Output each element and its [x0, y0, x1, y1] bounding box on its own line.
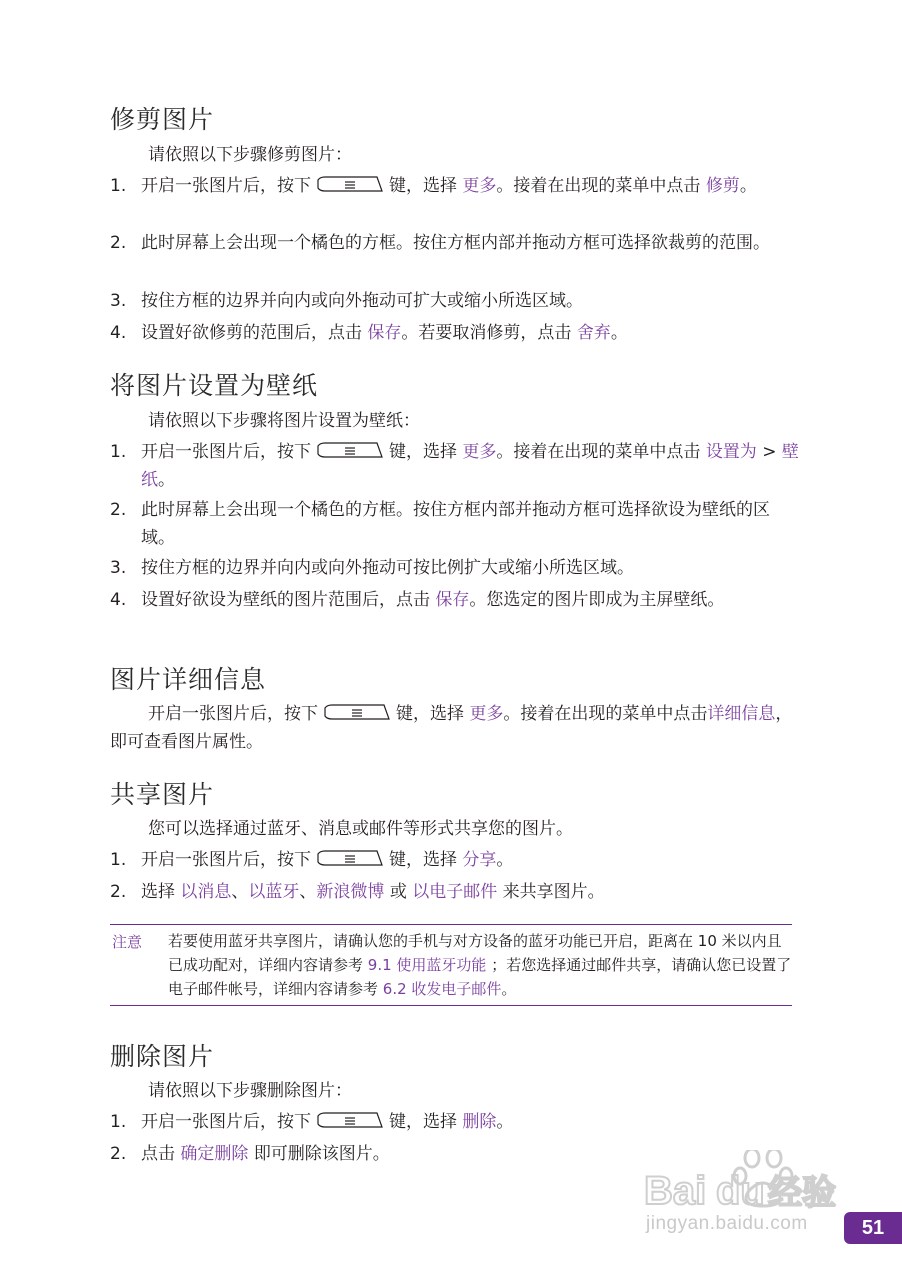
- para-text: 。接着在出现的菜单中点击: [503, 704, 708, 724]
- option-delete: 删除: [462, 1112, 497, 1132]
- step-text: 设置好欲设为壁纸的图片范围后，点击: [141, 590, 430, 610]
- step-text: 键，选择: [389, 442, 457, 462]
- step-text: 。: [739, 176, 757, 196]
- note-body: 若要使用蓝牙共享图片，请确认您的手机与对方设备的蓝牙功能已开启，距离在 10 米以内且已成功配对，详细内容请参考: [168, 932, 782, 974]
- share-step-2: [110, 878, 800, 906]
- svg-text:经验: 经验: [768, 1173, 836, 1213]
- step-text: 。接着在出现的菜单中点击: [496, 442, 701, 462]
- note-body: 。: [501, 980, 517, 998]
- step-number: 2.: [110, 500, 127, 520]
- step-text: 键，选择: [389, 1112, 457, 1132]
- step-number: 4.: [110, 590, 127, 610]
- crop-step-1: [110, 172, 800, 200]
- step-text: 来共享图片。: [502, 882, 605, 902]
- watermark-url: jingyan.baidu.com: [646, 1213, 808, 1234]
- svg-text:Bai: Bai: [644, 1169, 707, 1213]
- wallpaper-step-2: [110, 496, 800, 552]
- option-by-bluetooth: 以蓝牙: [248, 882, 300, 902]
- option-share: 分享: [462, 850, 497, 870]
- step-text: 。您选定的图片即成为主屏壁纸。: [469, 590, 725, 610]
- svg-text:du: du: [716, 1169, 765, 1213]
- step-text: 。: [610, 323, 628, 343]
- step-text: 键，选择: [389, 850, 457, 870]
- para-text: 键，选择: [396, 704, 464, 724]
- wallpaper-intro: 请依照以下步骤将图片设置为壁纸：: [148, 411, 420, 431]
- para-text: 开启一张图片后，按下: [148, 704, 318, 724]
- crop-intro: 请依照以下步骤修剪图片：: [148, 145, 352, 165]
- note-body: ；若您选择通过邮件共享，请确认您已设置了电子邮件帐号，详细内容请参考: [168, 956, 792, 998]
- path-separator: >: [756, 442, 782, 462]
- step-number: 1.: [110, 850, 127, 870]
- note-label: 注意: [112, 933, 143, 951]
- menu-key-icon: [317, 1111, 383, 1129]
- menu-key-icon: [317, 441, 383, 459]
- note-text: [168, 929, 792, 1001]
- step-number: 1.: [110, 442, 127, 462]
- step-number: 1.: [110, 1112, 127, 1132]
- option-save: 保存: [435, 590, 470, 610]
- step-text: 开启一张图片后，按下: [141, 1112, 311, 1132]
- option-sina-weibo: 新浪微博: [316, 882, 385, 902]
- option-discard: 舍弃: [576, 323, 611, 343]
- page-number: 51: [844, 1212, 902, 1244]
- para-text: ，即可查看图片属性。: [110, 704, 793, 752]
- option-more: 更多: [462, 442, 497, 462]
- step-text: 此时屏幕上会出现一个橘色的方框。按住方框内部并拖动方框可选择欲设为壁纸的区域。: [141, 500, 770, 548]
- step-number: 4.: [110, 323, 127, 343]
- step-text: 。: [496, 1112, 514, 1132]
- details-paragraph: [110, 700, 800, 756]
- section-title-wallpaper: 将图片设置为壁纸: [110, 371, 319, 400]
- step-number: 3.: [110, 558, 127, 578]
- crop-step-3: [110, 287, 800, 315]
- option-set-as: 设置为: [705, 442, 757, 462]
- step-text: 点击: [141, 1144, 175, 1164]
- separator: 、: [231, 882, 249, 902]
- wallpaper-step-3: [110, 554, 800, 582]
- step-number: 1.: [110, 176, 127, 196]
- menu-key-icon: [317, 849, 383, 867]
- crop-step-2: [110, 229, 800, 257]
- step-text: 即可删除该图片。: [253, 1144, 390, 1164]
- option-confirm-delete: 确定删除: [180, 1144, 249, 1164]
- step-text: 开启一张图片后，按下: [141, 850, 311, 870]
- section-title-details: 图片详细信息: [110, 665, 267, 694]
- share-step-1: [110, 846, 800, 874]
- delete-intro: 请依照以下步骤删除图片：: [148, 1081, 352, 1101]
- wallpaper-step-1: [110, 438, 800, 494]
- step-text: 按住方框的边界并向内或向外拖动可按比例扩大或缩小所选区域。: [141, 558, 634, 578]
- share-intro: 您可以选择通过蓝牙、消息或邮件等形式共享您的图片。: [148, 819, 573, 839]
- separator: 、: [299, 882, 317, 902]
- option-crop: 修剪: [705, 176, 740, 196]
- note-ref-bluetooth[interactable]: 9.1 使用蓝牙功能: [367, 956, 487, 974]
- step-number: 3.: [110, 291, 127, 311]
- option-more: 更多: [469, 704, 504, 724]
- wallpaper-step-4: [110, 586, 800, 614]
- step-text: 按住方框的边界并向内或向外拖动可扩大或缩小所选区域。: [141, 291, 583, 311]
- step-number: 2.: [110, 233, 127, 253]
- menu-key-icon: [317, 175, 383, 193]
- note-box: [110, 924, 792, 1006]
- crop-step-4: [110, 319, 800, 347]
- step-text: 。接着在出现的菜单中点击: [496, 176, 701, 196]
- option-by-message: 以消息: [180, 882, 232, 902]
- option-by-email: 以电子邮件: [412, 882, 498, 902]
- option-save: 保存: [367, 323, 402, 343]
- step-text: 此时屏幕上会出现一个橘色的方框。按住方框内部并拖动方框可选择欲裁剪的范围。: [141, 233, 770, 253]
- step-text: 。: [496, 850, 514, 870]
- step-number: 2.: [110, 1144, 127, 1164]
- step-text: 。: [158, 470, 175, 490]
- option-details: 详细信息: [707, 704, 776, 724]
- option-more: 更多: [462, 176, 497, 196]
- note-ref-email[interactable]: 6.2 收发电子邮件: [382, 980, 502, 998]
- step-text: 键，选择: [389, 176, 457, 196]
- step-text: 设置好欲修剪的范围后，点击: [141, 323, 362, 343]
- step-text: 开启一张图片后，按下: [141, 442, 311, 462]
- section-title-share: 共享图片: [110, 780, 215, 809]
- menu-key-icon: [324, 703, 390, 721]
- baidu-watermark-logo: [640, 1150, 860, 1250]
- delete-step-1: [110, 1108, 800, 1136]
- step-text: 或: [389, 882, 407, 902]
- step-number: 2.: [110, 882, 127, 902]
- step-text: 。若要取消修剪，点击: [401, 323, 572, 343]
- step-text: 开启一张图片后，按下: [141, 176, 311, 196]
- section-title-delete: 删除图片: [110, 1042, 215, 1071]
- option-wallpaper: 壁纸: [141, 442, 799, 490]
- step-text: 选择: [141, 882, 175, 902]
- section-title-crop: 修剪图片: [110, 105, 215, 134]
